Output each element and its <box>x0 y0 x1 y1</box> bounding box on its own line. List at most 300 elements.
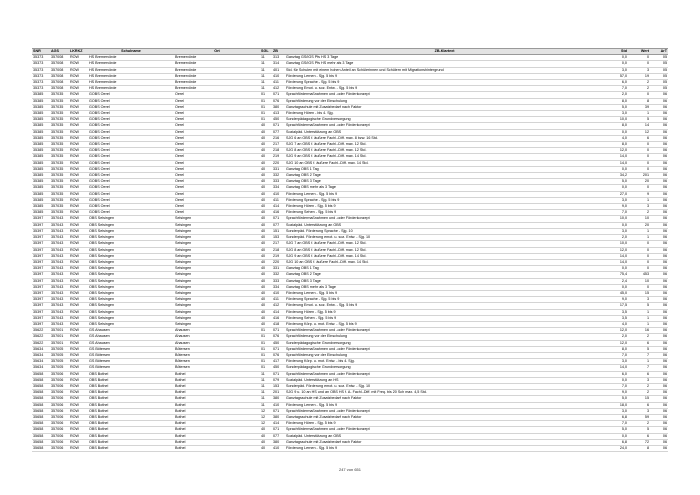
cell-ags: 357006 <box>50 439 69 445</box>
cell-zb: 450 <box>272 365 285 371</box>
cell-ort: Bremervörde <box>174 61 260 67</box>
cell-art: 06 <box>650 278 668 284</box>
cell-lkrkz: ROW <box>69 346 88 352</box>
cell-ags: 357035 <box>50 191 69 197</box>
cell-wert: 6 <box>628 371 650 377</box>
cell-art: 06 <box>650 346 668 352</box>
cell-std: 0,0 <box>604 129 628 135</box>
cell-art: 06 <box>650 309 668 315</box>
cell-sgl: 01 <box>260 340 272 346</box>
cell-snr: 35658 <box>32 390 50 396</box>
cell-snr: 35397 <box>32 303 50 309</box>
cell-zb-klartext: Sozialpäd. Unterstützung an HS <box>285 377 604 383</box>
cell-sgl: 11 <box>260 371 272 377</box>
cell-ort: Bremervörde <box>174 67 260 73</box>
cell-lkrkz: ROW <box>69 247 88 253</box>
cell-art: 06 <box>650 390 668 396</box>
cell-wert: 3 <box>628 67 650 73</box>
cell-schulname: OBS Bothel <box>88 408 174 414</box>
cell-zb-klartext: SJG 7 an OBS f. äußere Fachl.-Diff. max. 12 Std. <box>285 142 604 148</box>
cell-ags: 357043 <box>50 241 69 247</box>
cell-ort: Oerel <box>174 166 260 172</box>
cell-lkrkz: ROW <box>69 80 88 86</box>
cell-ags: 357005 <box>50 365 69 371</box>
cell-wert: 1 <box>628 359 650 365</box>
cell-ort: Oerel <box>174 135 260 141</box>
cell-snr: 35385 <box>32 111 50 117</box>
cell-sgl: 40 <box>260 266 272 272</box>
cell-wert: 2 <box>628 390 650 396</box>
cell-snr: 35385 <box>32 173 50 179</box>
cell-wert: 1 <box>628 228 650 234</box>
cell-wert: 6 <box>628 135 650 141</box>
cell-snr: 35658 <box>32 396 50 402</box>
cell-zb-klartext: Sozialpäd. Unterstützung an OBS <box>285 433 604 439</box>
cell-wert: 3 <box>628 377 650 383</box>
cell-zb: 411 <box>272 297 285 303</box>
cell-art: 06 <box>650 104 668 110</box>
cell-zb: 332 <box>272 272 285 278</box>
cell-lkrkz: ROW <box>69 160 88 166</box>
cell-ort: Oerel <box>174 210 260 216</box>
cell-snr: 35385 <box>32 98 50 104</box>
cell-ags: 357035 <box>50 142 69 148</box>
cell-ags: 357035 <box>50 129 69 135</box>
cell-sgl: 40 <box>260 241 272 247</box>
cell-schulname: OBS Selsingen <box>88 247 174 253</box>
cell-zb-klartext: SJG 9 an OBS f. äußere Fachl.-Diff. max. 14 Std. <box>285 253 604 259</box>
cell-ags: 357043 <box>50 247 69 253</box>
cell-ort: Selsingen <box>174 297 260 303</box>
cell-schulname: GOBS Oerel <box>88 129 174 135</box>
cell-lkrkz: ROW <box>69 439 88 445</box>
cell-art: 06 <box>650 414 668 420</box>
cell-snr: 35397 <box>32 216 50 222</box>
cell-zb: 077 <box>272 433 285 439</box>
cell-art: 05 <box>650 61 668 67</box>
cell-zb: 380 <box>272 396 285 402</box>
cell-ort: Ahausen <box>174 340 260 346</box>
cell-lkrkz: ROW <box>69 377 88 383</box>
cell-art: 06 <box>650 297 668 303</box>
cell-lkrkz: ROW <box>69 408 88 414</box>
cell-zb: 220 <box>272 160 285 166</box>
cell-ags: 357043 <box>50 321 69 327</box>
cell-std: 75,4 <box>604 272 628 278</box>
cell-lkrkz: ROW <box>69 173 88 179</box>
cell-zb-klartext: Sprachfördermaßnahmen und -oder Förderkonzept <box>285 371 604 377</box>
cell-ort: Oerel <box>174 117 260 123</box>
cell-zb-klartext: Förderung Sprache - Sjg. 5 bis 9 <box>285 197 604 203</box>
cell-snr: 35634 <box>32 359 50 365</box>
cell-snr: 35385 <box>32 210 50 216</box>
cell-sgl: 12 <box>260 414 272 420</box>
cell-ags: 357006 <box>50 390 69 396</box>
cell-lkrkz: ROW <box>69 259 88 265</box>
cell-snr: 35622 <box>32 328 50 334</box>
cell-art: 05 <box>650 55 668 61</box>
cell-lkrkz: ROW <box>69 396 88 402</box>
cell-wert: 1 <box>628 235 650 241</box>
cell-snr: 35658 <box>32 433 50 439</box>
cell-schulname: GOBS Oerel <box>88 154 174 160</box>
cell-snr: 35385 <box>32 135 50 141</box>
cell-std: 9,0 <box>604 390 628 396</box>
cell-snr: 35397 <box>32 284 50 290</box>
cell-ags: 357035 <box>50 117 69 123</box>
cell-schulname: GOBS Oerel <box>88 179 174 185</box>
cell-snr: 35634 <box>32 365 50 371</box>
cell-ort: Oerel <box>174 185 260 191</box>
cell-schulname: GOBS Oerel <box>88 142 174 148</box>
cell-lkrkz: ROW <box>69 253 88 259</box>
cell-zb: 201 <box>272 390 285 396</box>
cell-std: 14,0 <box>604 253 628 259</box>
cell-schulname: GOBS Oerel <box>88 204 174 210</box>
cell-lkrkz: ROW <box>69 111 88 117</box>
cell-ort: Selsingen <box>174 216 260 222</box>
header-lkrkz: LKRKZ <box>69 49 88 55</box>
cell-snr: 35385 <box>32 185 50 191</box>
cell-zb: 218 <box>272 247 285 253</box>
cell-ags: 357035 <box>50 197 69 203</box>
cell-sgl: 01 <box>260 328 272 334</box>
cell-sgl: 40 <box>260 191 272 197</box>
cell-zb: 218 <box>272 148 285 154</box>
cell-lkrkz: ROW <box>69 303 88 309</box>
cell-ort: Oerel <box>174 191 260 197</box>
cell-schulname: OBS Bothel <box>88 439 174 445</box>
cell-sgl: 40 <box>260 272 272 278</box>
cell-schulname: GS Bötersen <box>88 346 174 352</box>
cell-zb: 313 <box>272 55 285 61</box>
cell-art: 06 <box>650 197 668 203</box>
cell-art: 06 <box>650 228 668 234</box>
cell-zb: 334 <box>272 185 285 191</box>
cell-wert: 20 <box>628 179 650 185</box>
cell-std: 12,0 <box>604 340 628 346</box>
cell-ags: 357006 <box>50 402 69 408</box>
cell-zb: 314 <box>272 61 285 67</box>
cell-ags: 357035 <box>50 111 69 117</box>
cell-zb: 071 <box>272 123 285 129</box>
cell-std: 0,0 <box>604 377 628 383</box>
cell-ort: Oerel <box>174 104 260 110</box>
cell-sgl: 40 <box>260 204 272 210</box>
cell-snr: 35385 <box>32 204 50 210</box>
cell-wert: 9 <box>628 191 650 197</box>
cell-ags: 357035 <box>50 135 69 141</box>
cell-lkrkz: ROW <box>69 284 88 290</box>
cell-sgl: 40 <box>260 173 272 179</box>
cell-std: 45,0 <box>604 290 628 296</box>
cell-wert: 2 <box>628 86 650 92</box>
cell-sgl: 40 <box>260 247 272 253</box>
cell-wert: 6 <box>628 402 650 408</box>
cell-ags: 357043 <box>50 259 69 265</box>
cell-art: 06 <box>650 160 668 166</box>
cell-ags: 357035 <box>50 98 69 104</box>
cell-lkrkz: ROW <box>69 334 88 340</box>
cell-wert: 19 <box>628 73 650 79</box>
cell-zb-klartext: Förderung Lernen - Sjg. 5 bis 9 <box>285 73 604 79</box>
cell-ort: Selsingen <box>174 290 260 296</box>
cell-wert: 15 <box>628 396 650 402</box>
cell-ags: 357008 <box>50 67 69 73</box>
cell-ort: Selsingen <box>174 259 260 265</box>
cell-schulname: OBS Bothel <box>88 390 174 396</box>
cell-zb-klartext: Förderung Sehen - Sjg. 5 bis 9 <box>285 210 604 216</box>
cell-art: 06 <box>650 266 668 272</box>
cell-art: 06 <box>650 408 668 414</box>
header-snr: SNR <box>32 49 50 55</box>
cell-zb: 071 <box>272 328 285 334</box>
cell-schulname: OBS Bothel <box>88 433 174 439</box>
cell-std: 10,0 <box>604 241 628 247</box>
cell-wert: 0 <box>628 284 650 290</box>
cell-sgl: 01 <box>260 346 272 352</box>
cell-schulname: OBS Selsingen <box>88 259 174 265</box>
cell-std: 0,0 <box>604 266 628 272</box>
cell-zb-klartext: Sonderpäd. Förderung emot. u. soz. Entw. - Sjg. 10 <box>285 235 604 241</box>
cell-lkrkz: ROW <box>69 383 88 389</box>
cell-lkrkz: ROW <box>69 67 88 73</box>
cell-art: 06 <box>650 166 668 172</box>
cell-zb-klartext: Ganztag GS/IGS Pfs HS mehr als 3 Tage <box>285 61 604 67</box>
header-schulname: Schulname <box>88 49 174 55</box>
cell-sgl: 11 <box>260 396 272 402</box>
cell-snr: 35397 <box>32 253 50 259</box>
cell-ort: Oerel <box>174 179 260 185</box>
cell-wert: 0 <box>628 160 650 166</box>
cell-ort: Bötersen <box>174 365 260 371</box>
cell-zb-klartext: Förderung Lernen - Sjg. 5 bis 9 <box>285 191 604 197</box>
cell-wert: 0 <box>628 61 650 67</box>
cell-ags: 357043 <box>50 290 69 296</box>
cell-schulname: GS Bötersen <box>88 352 174 358</box>
cell-schulname: GOBS Oerel <box>88 104 174 110</box>
cell-wert: 7 <box>628 352 650 358</box>
cell-snr: 35397 <box>32 266 50 272</box>
cell-zb: 414 <box>272 309 285 315</box>
cell-snr: 35658 <box>32 371 50 377</box>
cell-wert: 1 <box>628 111 650 117</box>
header-sgl: SGL <box>260 49 272 55</box>
cell-sgl: 40 <box>260 446 272 452</box>
cell-wert: 2 <box>628 334 650 340</box>
cell-ort: Oerel <box>174 111 260 117</box>
cell-std: 12,0 <box>604 328 628 334</box>
cell-std: 0,0 <box>604 61 628 67</box>
cell-lkrkz: ROW <box>69 197 88 203</box>
cell-snr: 35397 <box>32 235 50 241</box>
cell-std: 14,0 <box>604 259 628 265</box>
cell-snr: 35373 <box>32 55 50 61</box>
cell-zb: 380 <box>272 439 285 445</box>
cell-ort: Bothel <box>174 439 260 445</box>
cell-art: 06 <box>650 328 668 334</box>
cell-ags: 357035 <box>50 104 69 110</box>
cell-lkrkz: ROW <box>69 235 88 241</box>
cell-wert: 20 <box>628 222 650 228</box>
cell-ort: Selsingen <box>174 228 260 234</box>
cell-zb: 071 <box>272 216 285 222</box>
cell-zb: 153 <box>272 383 285 389</box>
cell-schulname: OBS Bothel <box>88 427 174 433</box>
cell-zb-klartext: Ganztag OBS 2 Tage <box>285 272 604 278</box>
cell-std: 3,0 <box>604 408 628 414</box>
cell-sgl: 40 <box>260 228 272 234</box>
cell-schulname: GOBS Oerel <box>88 148 174 154</box>
cell-schulname: OBS Bothel <box>88 371 174 377</box>
cell-zb-klartext: Sonderpäd. Förderung emot. u. soz. Entw. - Sjg. 10 <box>285 383 604 389</box>
cell-ort: Selsingen <box>174 253 260 259</box>
cell-snr: 35397 <box>32 315 50 321</box>
table-row <box>32 446 668 452</box>
cell-art: 06 <box>650 396 668 402</box>
cell-art: 06 <box>650 154 668 160</box>
cell-wert: 2 <box>628 421 650 427</box>
cell-art: 05 <box>650 67 668 73</box>
cell-zb-klartext: Ganztag OBS mehr als 3 Tage <box>285 185 604 191</box>
cell-zb: 153 <box>272 235 285 241</box>
cell-schulname: GOBS Oerel <box>88 173 174 179</box>
cell-art: 06 <box>650 142 668 148</box>
cell-sgl: 40 <box>260 123 272 129</box>
cell-sgl: 40 <box>260 129 272 135</box>
cell-zb: 076 <box>272 98 285 104</box>
cell-lkrkz: ROW <box>69 154 88 160</box>
cell-ags: 357006 <box>50 383 69 389</box>
cell-schulname: GS Bötersen <box>88 365 174 371</box>
cell-lkrkz: ROW <box>69 365 88 371</box>
cell-ort: Bötersen <box>174 346 260 352</box>
cell-snr: 35658 <box>32 414 50 420</box>
cell-wert: 0 <box>628 247 650 253</box>
cell-std: 6,0 <box>604 371 628 377</box>
header-ort: Ort <box>174 49 260 55</box>
cell-art: 06 <box>650 253 668 259</box>
cell-std: 2,0 <box>604 235 628 241</box>
cell-std: 12,0 <box>604 148 628 154</box>
cell-art: 06 <box>650 365 668 371</box>
cell-ort: Bremervörde <box>174 80 260 86</box>
cell-zb-klartext: Ganztagsschule mit Zusatzbedarf nach Faktor <box>285 439 604 445</box>
cell-snr: 35373 <box>32 80 50 86</box>
cell-ort: Selsingen <box>174 247 260 253</box>
cell-std: 4,0 <box>604 135 628 141</box>
cell-sgl: 01 <box>260 111 272 117</box>
cell-zb: 071 <box>272 92 285 98</box>
cell-sgl: 11 <box>260 383 272 389</box>
cell-zb-klartext: Förderung Hören - bis 4. Sjg. <box>285 111 604 117</box>
cell-art: 06 <box>650 135 668 141</box>
cell-art: 06 <box>650 210 668 216</box>
cell-schulname: OBS Selsingen <box>88 309 174 315</box>
cell-ags: 357008 <box>50 61 69 67</box>
cell-zb-klartext: Ganztag OBS 1 Tag <box>285 166 604 172</box>
cell-ags: 357043 <box>50 315 69 321</box>
cell-art: 06 <box>650 352 668 358</box>
cell-wert: 5 <box>628 427 650 433</box>
cell-sgl: 01 <box>260 104 272 110</box>
cell-ags: 357043 <box>50 253 69 259</box>
cell-art: 06 <box>650 383 668 389</box>
cell-lkrkz: ROW <box>69 55 88 61</box>
cell-snr: 35397 <box>32 272 50 278</box>
cell-wert: 39 <box>628 104 650 110</box>
cell-lkrkz: ROW <box>69 328 88 334</box>
cell-art: 06 <box>650 148 668 154</box>
cell-wert: 2 <box>628 383 650 389</box>
cell-std: 14,0 <box>604 160 628 166</box>
cell-ags: 357035 <box>50 185 69 191</box>
cell-ort: Oerel <box>174 92 260 98</box>
cell-zb-klartext: Sprachfördermaßnahmen und -oder Förderkonzept <box>285 123 604 129</box>
cell-schulname: OBS Bothel <box>88 402 174 408</box>
cell-schulname: OBS Selsingen <box>88 241 174 247</box>
cell-zb: 077 <box>272 222 285 228</box>
header-std: Std <box>604 49 628 55</box>
cell-sgl: 40 <box>260 154 272 160</box>
cell-zb: 414 <box>272 421 285 427</box>
cell-zb-klartext: Std. für Schulen mit einem hohen Anteil an Schülerinnen und Schülern mit Migrationshintergrund <box>285 67 604 73</box>
cell-snr: 35397 <box>32 247 50 253</box>
cell-wert: 72 <box>628 439 650 445</box>
cell-zb: 076 <box>272 334 285 340</box>
cell-zb-klartext: Förderung Lernen - Sjg. 5 bis 9 <box>285 446 604 452</box>
cell-std: 7,0 <box>604 86 628 92</box>
cell-zb: 413 <box>272 111 285 117</box>
cell-snr: 35385 <box>32 154 50 160</box>
cell-schulname: OBS Selsingen <box>88 235 174 241</box>
cell-snr: 35397 <box>32 309 50 315</box>
cell-schulname: OBS Bothel <box>88 383 174 389</box>
cell-lkrkz: ROW <box>69 433 88 439</box>
cell-sgl: 40 <box>260 135 272 141</box>
cell-schulname: GS Ahausen <box>88 340 174 346</box>
cell-snr: 35658 <box>32 408 50 414</box>
cell-art: 06 <box>650 315 668 321</box>
cell-zb: 418 <box>272 321 285 327</box>
cell-snr: 35658 <box>32 421 50 427</box>
cell-zb-klartext: SJG 10 an OBS f. äußere Fachl.-Diff. max. 14 Std. <box>285 160 604 166</box>
cell-zb: 077 <box>272 129 285 135</box>
cell-zb: 416 <box>272 315 285 321</box>
cell-lkrkz: ROW <box>69 61 88 67</box>
cell-lkrkz: ROW <box>69 272 88 278</box>
cell-zb-klartext: Förderung Lernen - Sjg. 5 bis 9 <box>285 402 604 408</box>
cell-ort: Bothel <box>174 371 260 377</box>
header-art: ArT <box>650 49 668 55</box>
cell-snr: 35622 <box>32 340 50 346</box>
cell-zb: 219 <box>272 154 285 160</box>
cell-zb: 380 <box>272 414 285 420</box>
cell-sgl: 11 <box>260 80 272 86</box>
cell-ags: 357043 <box>50 222 69 228</box>
table-body <box>32 55 668 452</box>
cell-snr: 35373 <box>32 61 50 67</box>
cell-zb-klartext: Ganztagsschule mit Zusatzbedarf nach Faktor <box>285 396 604 402</box>
header-ags: AGS <box>50 49 69 55</box>
cell-zb-klartext: Förderung Körp. u. mot. Entw. - bis 4. Sjg. <box>285 359 604 365</box>
cell-std: 0,0 <box>604 284 628 290</box>
cell-schulname: GS Ahausen <box>88 328 174 334</box>
cell-schulname: OBS Selsingen <box>88 222 174 228</box>
cell-schulname: OBS Selsingen <box>88 278 174 284</box>
cell-zb: 414 <box>272 204 285 210</box>
cell-lkrkz: ROW <box>69 359 88 365</box>
